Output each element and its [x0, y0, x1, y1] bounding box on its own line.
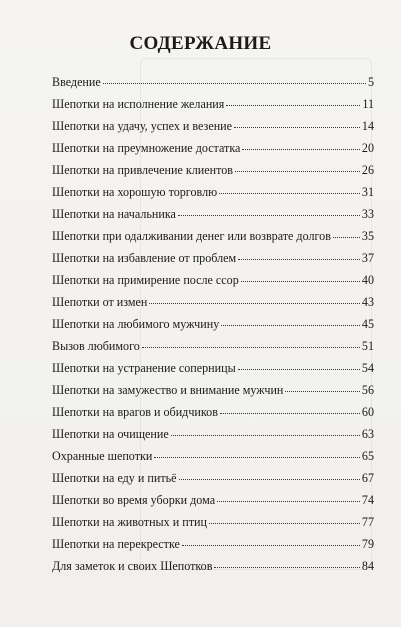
dot-leader: [226, 105, 360, 106]
toc-entry-page: 84: [361, 559, 374, 573]
toc-entry-label: Шепотки на удачу, успех и везение: [52, 119, 233, 133]
toc-entry-label: Шепотки от измен: [52, 295, 148, 309]
dot-leader: [333, 237, 360, 238]
toc-entry-label: Для заметок и своих Шепотков: [52, 559, 213, 573]
toc-entry: [52, 186, 374, 208]
dot-leader: [234, 127, 360, 128]
toc-entry-label: Шепотки на очищение: [52, 427, 169, 441]
toc-entry-page: 35: [361, 229, 374, 243]
toc-entry-page: 20: [361, 141, 374, 155]
toc-entry-page: 43: [361, 295, 374, 309]
toc-entry-label: Шепотки на преумножение достатка: [52, 141, 241, 155]
toc-entry-page: 63: [361, 427, 374, 441]
toc-entry: [52, 318, 374, 340]
toc-entry: [52, 230, 374, 252]
toc-entry: [52, 560, 374, 582]
toc-entry-page: 11: [362, 97, 374, 111]
toc-entry-page: 31: [361, 185, 374, 199]
dot-leader: [220, 413, 360, 414]
toc-entry-label: Шепотки при одалживании денег или возврате долгов: [52, 229, 331, 243]
toc-entry-page: 67: [361, 471, 374, 485]
toc-entry: [52, 340, 374, 362]
dot-leader: [238, 369, 360, 370]
toc-entry: [52, 384, 374, 406]
dot-leader: [219, 193, 360, 194]
dot-leader: [241, 281, 360, 282]
toc-entry-label: Введение: [52, 75, 101, 89]
toc-entry-label: Шепотки на привлечение клиентов: [52, 163, 233, 177]
toc-entry-label: Шепотки на замужество и внимание мужчин: [52, 383, 284, 397]
toc-entry-label: Шепотки во время уборки дома: [52, 493, 216, 507]
toc-entry: [52, 76, 374, 98]
dot-leader: [103, 83, 366, 84]
toc-entry-label: Шепотки на врагов и обидчиков: [52, 405, 218, 419]
toc-entry: [52, 450, 374, 472]
dot-leader: [171, 435, 360, 436]
toc-entry-label: Шепотки на избавление от проблем: [52, 251, 237, 265]
toc-entry: [52, 494, 374, 516]
toc-entry-page: 37: [361, 251, 374, 265]
toc-entry: [52, 472, 374, 494]
toc-entry-page: 56: [361, 383, 374, 397]
toc-entry-page: 60: [361, 405, 374, 419]
toc-entry: [52, 252, 374, 274]
toc-entry-label: Шепотки на животных и птиц: [52, 515, 207, 529]
dot-leader: [149, 303, 360, 304]
toc-entry: [52, 164, 374, 186]
dot-leader: [242, 149, 360, 150]
dot-leader: [179, 479, 360, 480]
toc-entry-label: Шепотки на устранение соперницы: [52, 361, 236, 375]
toc-entry-label: Шепотки на начальника: [52, 207, 176, 221]
dot-leader: [154, 457, 360, 458]
toc-entry: [52, 274, 374, 296]
toc-entry-page: 14: [361, 119, 374, 133]
toc-entry-page: 77: [361, 515, 374, 529]
dot-leader: [214, 567, 359, 568]
toc-entry: [52, 208, 374, 230]
dot-leader: [142, 347, 360, 348]
toc-entry-label: Шепотки на примирение после ссор: [52, 273, 239, 287]
toc-entry: [52, 538, 374, 560]
toc-entry: [52, 406, 374, 428]
toc-entry: [52, 428, 374, 450]
toc-entry-page: 45: [361, 317, 374, 331]
toc-entry-page: 51: [361, 339, 374, 353]
dot-leader: [178, 215, 360, 216]
toc-entry: [52, 296, 374, 318]
toc-entry-label: Шепотки на еду и питьё: [52, 471, 177, 485]
dot-leader: [285, 391, 360, 392]
dot-leader: [209, 523, 360, 524]
page-title: СОДЕРЖАНИЕ: [129, 33, 272, 54]
toc-entry-page: 79: [361, 537, 374, 551]
toc-entry-label: Шепотки на любимого мужчину: [52, 317, 220, 331]
toc-entry-label: Шепотки на исполнение желания: [52, 97, 225, 111]
toc-entry: [52, 516, 374, 538]
dot-leader: [238, 259, 360, 260]
toc-entry-label: Шепотки на перекрестке: [52, 537, 180, 551]
toc-entry-page: 33: [361, 207, 374, 221]
toc-entry-page: 74: [361, 493, 374, 507]
toc-entry-page: 26: [361, 163, 374, 177]
dot-leader: [182, 545, 360, 546]
toc-entry-page: 65: [361, 449, 374, 463]
toc-entry: [52, 120, 374, 142]
dot-leader: [235, 171, 360, 172]
table-of-contents: [52, 76, 374, 582]
toc-entry-label: Охранные шепотки: [52, 449, 153, 463]
toc-entry-page: 40: [361, 273, 374, 287]
toc-entry: [52, 142, 374, 164]
toc-entry-label: Шепотки на хорошую торговлю: [52, 185, 218, 199]
toc-entry-label: Вызов любимого: [52, 339, 140, 353]
dot-leader: [221, 325, 360, 326]
dot-leader: [217, 501, 360, 502]
toc-entry: [52, 362, 374, 384]
toc-entry-page: 54: [361, 361, 374, 375]
toc-entry-page: 5: [367, 75, 374, 89]
toc-entry: [52, 98, 374, 120]
